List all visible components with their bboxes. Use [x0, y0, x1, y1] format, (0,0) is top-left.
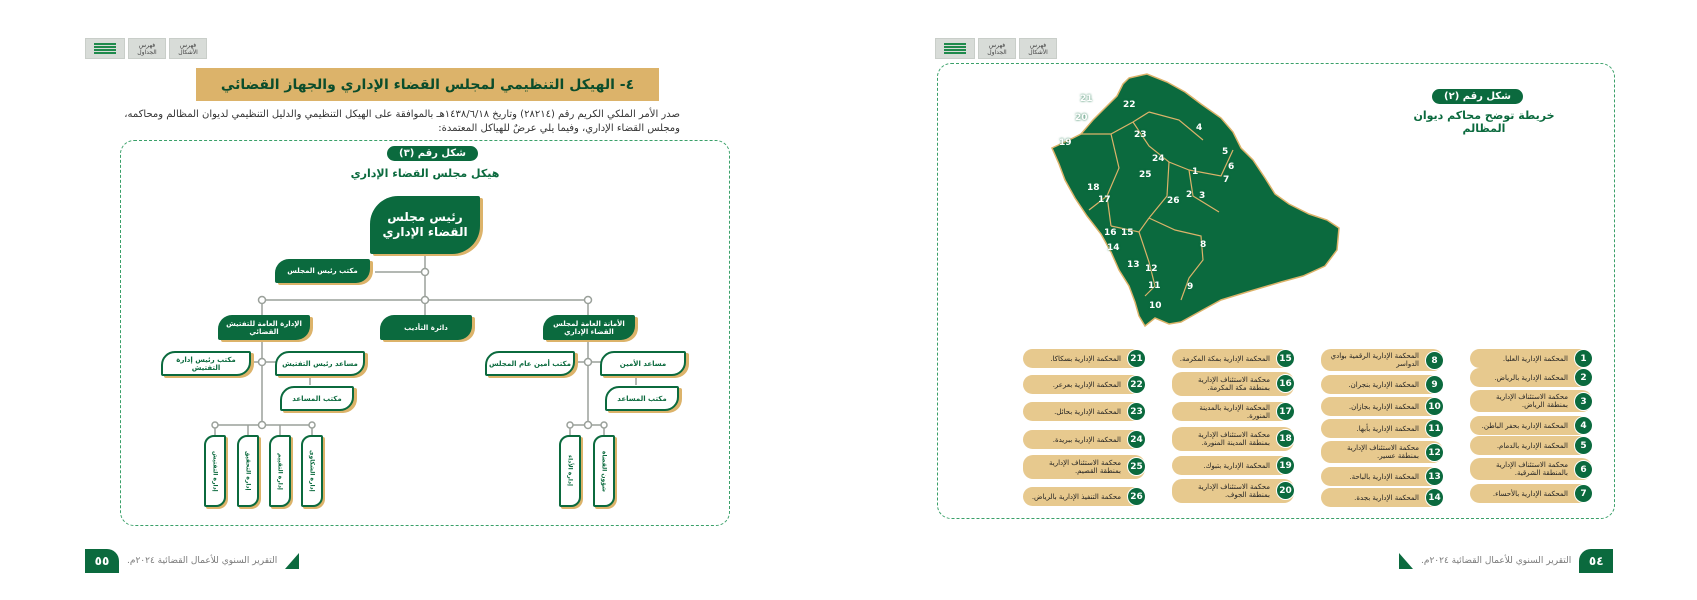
footer-decor: [285, 553, 299, 569]
legend-item: 9 المحكمة الإدارية بنجران.: [1321, 375, 1443, 394]
right-page: [849, 0, 1697, 600]
map-number: 26: [1167, 196, 1180, 206]
legend-item: 16 محكمة الاستئناف الإدارية بمنطقة مكة المكرمة.: [1172, 372, 1294, 396]
map-number: 7: [1223, 175, 1230, 185]
map-number: 23: [1134, 130, 1147, 140]
intro-paragraph: صدر الأمر الملكي الكريم رقم (٢٨٢١٤) وتاريخ ١٤٣٨/٦/١٨هـ بالموافقة على الهيكل التنظيمي والدليل التنظيمي لديوان المظالم ومحاكمه، ومجلس القضاء الإداري، وفيما يلي عرضٌ للهياكل المعتمدة:: [124, 109, 680, 134]
map-number: 13: [1127, 260, 1140, 270]
legend-item: 22 المحكمة الإدارية بعرعر.: [1023, 375, 1145, 394]
org-insp-head-office: مكتب رئيس إدارة التفتيش: [161, 351, 251, 376]
legend-item: 3 محكمة الاستئناف الإدارية بمنطقة الرياض.: [1470, 390, 1592, 412]
legend-item: 18 محكمة الاستئناف الإدارية بمنطقة المدينة المنورة.: [1172, 427, 1294, 451]
figures-index-button[interactable]: فهرس الأشكال: [169, 38, 207, 59]
org-sec-office: مكتب أمين عام المجلس: [485, 351, 575, 376]
legend-item: 24 المحكمة الإدارية ببريدة.: [1023, 430, 1145, 449]
org-sec-assistant: مساعد الأمين: [600, 351, 686, 376]
footer-text: التقرير السنوي للأعمال القضائية ٢٠٢٤م.: [1421, 556, 1572, 566]
map-number: 3: [1199, 191, 1206, 201]
map-shape: [1052, 74, 1339, 326]
map-number: 15: [1121, 228, 1134, 238]
map-number: 25: [1139, 170, 1152, 180]
org-gen-secretariat: الأمانة العامة لمجلس القضاء الإداري: [543, 315, 635, 340]
map-number: 22: [1123, 100, 1136, 110]
map-number: 9: [1187, 282, 1194, 292]
saudi-map: [849, 0, 1697, 600]
map-number: 10: [1149, 301, 1162, 311]
page-footer: [85, 550, 299, 572]
map-number: 6: [1228, 162, 1235, 172]
legend-item: 15 المحكمة الإدارية بمكة المكرمة.: [1172, 349, 1294, 368]
page-number: ٥٥: [85, 549, 119, 573]
map-number: 24: [1152, 154, 1165, 164]
map-number: 18: [1087, 183, 1100, 193]
org-head: رئيس مجلس القضاء الإداري: [370, 196, 480, 254]
figure-label: شكل رقم (٢): [1432, 89, 1523, 104]
legend-item: 13 المحكمة الإدارية بالباحة.: [1321, 467, 1443, 486]
section-title: ٤- الهيكل التنظيمي لمجلس القضاء الإداري والجهاز القضائي: [196, 68, 659, 101]
legend-item: 11 المحكمة الإدارية بأبها.: [1321, 419, 1443, 438]
org-insp-unit: إدارة التقييم: [269, 435, 291, 507]
legend-item: 17 المحكمة الإدارية بالمدينة المنورة.: [1172, 402, 1294, 421]
org-insp-unit: إدارة الشكاوى: [301, 435, 323, 507]
map-number: 1: [1192, 167, 1199, 177]
legend-item: 21 المحكمة الإدارية بسكاكا.: [1023, 349, 1145, 368]
map-number: 21: [1080, 94, 1093, 104]
left-page: [0, 0, 848, 600]
figure-label: شكل رقم (٣): [387, 146, 478, 161]
map-number: 12: [1145, 264, 1158, 274]
legend-item: 20 محكمة الاستئناف الإدارية بمنطقة الجوف.: [1172, 479, 1294, 503]
legend-item: 1 المحكمة الإدارية العليا.: [1470, 349, 1592, 368]
legend-item: 12 محكمة الاستئناف الإدارية بمنطقة عسير.: [1321, 441, 1443, 463]
footer-decor: [1399, 553, 1413, 569]
figures-index-button[interactable]: فهرس الأشكال: [1019, 38, 1057, 59]
org-insp-unit: إدارة التحقيق: [237, 435, 259, 507]
map-number: 14: [1107, 243, 1120, 253]
map-number: 19: [1059, 138, 1072, 148]
map-number: 8: [1200, 240, 1207, 250]
legend-item: 23 المحكمة الإدارية بحائل.: [1023, 402, 1145, 421]
legend-item: 5 المحكمة الإدارية بالدمام.: [1470, 436, 1592, 455]
footer-text: التقرير السنوي للأعمال القضائية ٢٠٢٤م.: [127, 556, 278, 566]
legend-item: 8 المحكمة الإدارية الرقمية بوادي الدواسر: [1321, 349, 1443, 371]
figure-title: خريطة توضح محاكم ديوان المظالم: [1413, 109, 1555, 135]
legend-item: 2 المحكمة الإدارية بالرياض.: [1470, 368, 1592, 387]
org-discipline: دائرة التأديب: [380, 315, 472, 340]
map-number: 5: [1222, 147, 1229, 157]
org-sec-assistant-office: مكتب المساعد: [605, 386, 679, 411]
org-sec-unit: إدارة الأداء: [559, 435, 581, 507]
map-number: 16: [1104, 228, 1117, 238]
legend-item: 19 المحكمة الإدارية بتبوك.: [1172, 456, 1294, 475]
org-insp-assistant-office: مكتب المساعد: [280, 386, 354, 411]
figure-title: هيكل مجلس القضاء الإداري: [350, 167, 500, 180]
map-number: 4: [1196, 123, 1203, 133]
legend-item: 10 المحكمة الإدارية بجازان.: [1321, 397, 1443, 416]
tables-index-button[interactable]: فهرس الجداول: [978, 38, 1016, 59]
map-number: 2: [1186, 190, 1193, 200]
tables-index-button[interactable]: فهرس الجداول: [128, 38, 166, 59]
legend-item: 4 المحكمة الإدارية بحفر الباطن.: [1470, 416, 1592, 435]
legend-item: 7 المحكمة الإدارية بالأحساء.: [1470, 484, 1592, 503]
org-sec-unit: شؤون القضاة: [593, 435, 615, 507]
legend-item: 26 محكمة التنفيذ الإدارية بالرياض.: [1023, 487, 1145, 506]
page-footer: [1399, 550, 1613, 572]
map-number: 17: [1098, 195, 1111, 205]
map-number: 20: [1075, 113, 1088, 123]
legend-item: 6 محكمة الاستئناف الإدارية بالمنطقة الشرقية.: [1470, 458, 1592, 480]
org-connectors: [0, 0, 848, 600]
org-office-head: مكتب رئيس المجلس: [275, 259, 370, 283]
page-number: ٥٤: [1579, 549, 1613, 573]
org-inspection: الإدارة العامة للتفتيش القضائي: [218, 315, 310, 340]
map-number: 11: [1148, 281, 1161, 291]
org-insp-unit: إدارة التفتيش: [204, 435, 226, 507]
legend-item: 25 محكمة الاستئناف الإدارية بمنطقة القصيم.: [1023, 455, 1145, 479]
legend-item: 14 المحكمة الإدارية بجدة.: [1321, 488, 1443, 507]
org-insp-assistant: مساعد رئيس التفتيش: [275, 351, 365, 376]
